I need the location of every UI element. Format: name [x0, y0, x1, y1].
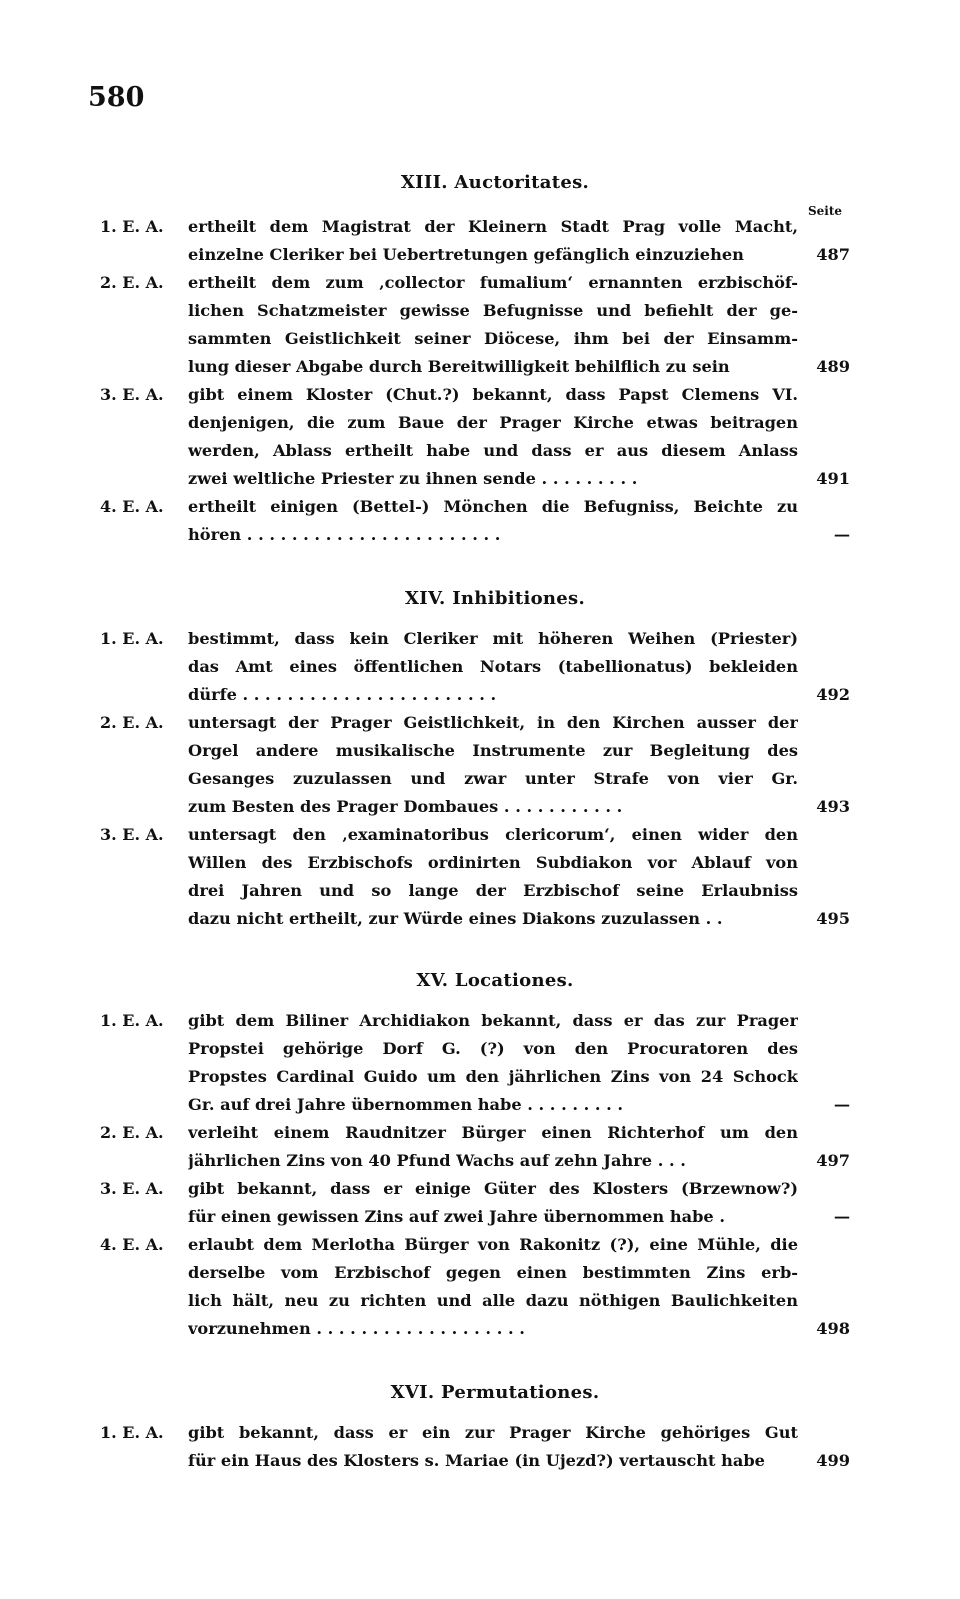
entry-line-text: zum Besten des Prager Dombaues . . . . . . . . . . . [188, 797, 623, 816]
page-reference: — [833, 525, 850, 544]
entry-line [188, 765, 850, 793]
entry-text [188, 1007, 850, 1119]
entry-line [188, 1007, 850, 1035]
entry-number: 4. E. A. [100, 497, 164, 516]
page-reference [798, 1287, 850, 1315]
section-title: XIV. Inhibitiones. [404, 588, 586, 609]
entry-line [188, 1259, 850, 1287]
page-reference [798, 1007, 850, 1035]
entry-line [188, 297, 850, 325]
entry-line-text: das Amt eines öffentlichen Notars (tabellionatus) bekleiden [188, 657, 798, 676]
page-reference [798, 765, 850, 793]
entry-text [188, 1119, 850, 1175]
entry-line [188, 1203, 850, 1231]
page-reference [798, 625, 850, 653]
entry-line-text: lich hält, neu zu richten und alle dazu nöthigen Baulichkeiten [188, 1291, 798, 1310]
entry-number: 3. E. A. [100, 825, 164, 844]
section-permutationes [100, 1382, 850, 1475]
page-reference: 489 [816, 357, 850, 376]
entry-line-text: gibt einem Kloster (Chut.?) bekannt, dass Papst Clemens VI. [188, 385, 798, 404]
entry-line-text: dürfe . . . . . . . . . . . . . . . . . . . . . . . [188, 685, 497, 704]
section-title: XIII. Auctoritates. [400, 172, 590, 193]
page-reference [798, 737, 850, 765]
entry-line-text: lichen Schatzmeister gewisse Befugnisse und befiehlt der ge- [188, 301, 798, 320]
entry-text [188, 381, 850, 493]
entry-line [188, 737, 850, 765]
entry-line [188, 1063, 850, 1091]
page-reference [798, 437, 850, 465]
section-auctoritates [100, 172, 850, 549]
entry-line [188, 1119, 850, 1147]
page-reference: 497 [816, 1151, 850, 1170]
entry-line [188, 493, 850, 521]
entry-line [188, 877, 850, 905]
entry-number: 1. E. A. [100, 1011, 164, 1030]
page-reference [798, 1119, 850, 1147]
entry-line [188, 1147, 850, 1175]
section-title: XV. Locationes. [416, 970, 574, 991]
page-reference [798, 653, 850, 681]
entry-line [188, 381, 850, 409]
index-entry [100, 1175, 850, 1231]
entry-line [188, 1315, 850, 1343]
index-entry [100, 1007, 850, 1119]
page-reference [798, 877, 850, 905]
entry-list [100, 625, 850, 933]
index-entry [100, 381, 850, 493]
page-reference [798, 849, 850, 877]
entry-number: 1. E. A. [100, 1423, 164, 1442]
entry-number: 1. E. A. [100, 217, 164, 236]
entry-line-text: denjenigen, die zum Baue der Prager Kirche etwas beitragen [188, 413, 798, 432]
entry-line [188, 1287, 850, 1315]
entry-list [100, 1007, 850, 1343]
entry-line-text: Willen des Erzbischofs ordinirten Subdiakon vor Ablauf von [188, 853, 798, 872]
entry-line [188, 1175, 850, 1203]
entry-number: 2. E. A. [100, 1123, 164, 1142]
page-reference: 498 [816, 1319, 850, 1338]
entry-line-text: Orgel andere musikalische Instrumente zur Begleitung des [188, 741, 798, 760]
page-reference [798, 297, 850, 325]
entry-list [100, 1419, 850, 1475]
entry-text [188, 1231, 850, 1343]
entry-line-text: ertheilt dem zum ‚collector fumalium‘ ernannten erzbischöf- [188, 273, 798, 292]
entry-line-text: bestimmt, dass kein Cleriker mit höheren Weihen (Priester) [188, 629, 798, 648]
entry-line-text: gibt dem Biliner Archidiakon bekannt, dass er das zur Prager [188, 1011, 798, 1030]
entry-line [188, 409, 850, 437]
page-reference: 491 [816, 469, 850, 488]
entry-text [188, 625, 850, 709]
entry-line-text: vorzunehmen . . . . . . . . . . . . . . . . . . . [188, 1319, 525, 1338]
index-entry [100, 493, 850, 549]
entry-line-text: jährlichen Zins von 40 Pfund Wachs auf zehn Jahre . . . [188, 1151, 686, 1170]
entry-text [188, 821, 850, 933]
entry-line-text: werden, Ablass ertheilt habe und dass er aus diesem Anlass [188, 441, 798, 460]
index-entry [100, 1119, 850, 1175]
page-reference [798, 1175, 850, 1203]
entry-line [188, 821, 850, 849]
page-reference [798, 1259, 850, 1287]
entry-line [188, 213, 850, 241]
entry-line [188, 437, 850, 465]
page-reference [798, 1419, 850, 1447]
entry-line [188, 653, 850, 681]
entry-text [188, 709, 850, 821]
entry-line [188, 1231, 850, 1259]
entry-number: 3. E. A. [100, 1179, 164, 1198]
page-reference [798, 1035, 850, 1063]
page-reference: 487 [816, 245, 850, 264]
entry-text [188, 1419, 850, 1475]
entry-line-text: verleiht einem Raudnitzer Bürger einen Richterhof um den [188, 1123, 798, 1142]
entry-line-text: für ein Haus des Klosters s. Mariae (in Ujezd?) vertauscht habe [188, 1451, 765, 1470]
entry-line [188, 1091, 850, 1119]
entry-number: 4. E. A. [100, 1235, 164, 1254]
page-reference: 499 [816, 1451, 850, 1470]
entry-line-text: Gesanges zuzulassen und zwar unter Strafe von vier Gr. [188, 769, 798, 788]
entry-number: 3. E. A. [100, 385, 164, 404]
section-inhibitiones [100, 588, 850, 933]
page-reference [798, 325, 850, 353]
page-reference: — [833, 1095, 850, 1114]
entry-number: 2. E. A. [100, 273, 164, 292]
entry-line [188, 1447, 850, 1475]
entry-line-text: einzelne Cleriker bei Uebertretungen gefänglich einzuziehen [188, 245, 744, 264]
entry-text [188, 213, 850, 269]
entry-line-text: ertheilt einigen (Bettel-) Mönchen die Befugniss, Beichte zu [188, 497, 798, 516]
entry-line [188, 353, 850, 381]
entry-list [100, 213, 850, 549]
entry-number: 1. E. A. [100, 629, 164, 648]
entry-line-text: für einen gewissen Zins auf zwei Jahre übernommen habe . [188, 1207, 725, 1226]
page-number: 580 [88, 82, 145, 113]
index-entry [100, 821, 850, 933]
entry-text [188, 1175, 850, 1231]
entry-line-text: untersagt den ‚examinatoribus clericorum‘, einen wider den [188, 825, 798, 844]
entry-line-text: erlaubt dem Merlotha Bürger von Rakonitz (?), eine Mühle, die [188, 1235, 798, 1254]
entry-text [188, 493, 850, 549]
entry-line-text: ertheilt dem Magistrat der Kleinern Stadt Prag volle Macht, [188, 217, 798, 236]
index-entry [100, 1231, 850, 1343]
entry-line-text: zwei weltliche Priester zu ihnen sende . . . . . . . . . [188, 469, 638, 488]
index-entry [100, 1419, 850, 1475]
entry-line [188, 681, 850, 709]
index-entry [100, 269, 850, 381]
page-reference [798, 409, 850, 437]
section-locationes [100, 970, 850, 1343]
entry-line [188, 625, 850, 653]
page-reference [798, 821, 850, 849]
page-reference [798, 1063, 850, 1091]
entry-line [188, 709, 850, 737]
entry-number: 2. E. A. [100, 713, 164, 732]
entry-line-text: Propstei gehörige Dorf G. (?) von den Procuratoren des [188, 1039, 798, 1058]
page-reference [798, 493, 850, 521]
entry-line [188, 521, 850, 549]
entry-text [188, 269, 850, 381]
entry-line-text: gibt bekannt, dass er ein zur Prager Kirche gehöriges Gut [188, 1423, 798, 1442]
page-reference [798, 709, 850, 737]
entry-line [188, 465, 850, 493]
page-reference [798, 381, 850, 409]
entry-line [188, 1035, 850, 1063]
page-reference [798, 269, 850, 297]
entry-line [188, 241, 850, 269]
entry-line [188, 269, 850, 297]
page-reference: 492 [816, 685, 850, 704]
page-reference: 495 [816, 909, 850, 928]
entry-line [188, 849, 850, 877]
entry-line-text: Propstes Cardinal Guido um den jährlichen Zins von 24 Schock [188, 1067, 798, 1086]
index-entry [100, 213, 850, 269]
entry-line [188, 1419, 850, 1447]
entry-line-text: drei Jahren und so lange der Erzbischof seine Erlaubniss [188, 881, 798, 900]
entry-line-text: dazu nicht ertheilt, zur Würde eines Diakons zuzulassen . . [188, 909, 723, 928]
entry-line-text: lung dieser Abgabe durch Bereitwilligkeit behilflich zu sein [188, 357, 730, 376]
entry-line [188, 905, 850, 933]
page-reference [798, 1231, 850, 1259]
entry-line-text: untersagt der Prager Geistlichkeit, in den Kirchen ausser der [188, 713, 798, 732]
page-reference: 493 [816, 797, 850, 816]
entry-line [188, 325, 850, 353]
entry-line-text: hören . . . . . . . . . . . . . . . . . . . . . . . [188, 525, 501, 544]
page-reference: — [833, 1207, 850, 1226]
index-entry [100, 709, 850, 821]
entry-line-text: derselbe vom Erzbischof gegen einen bestimmten Zins erb- [188, 1263, 798, 1282]
seite-label: Seite [807, 204, 842, 218]
entry-line [188, 793, 850, 821]
section-title: XVI. Permutationes. [390, 1382, 600, 1403]
entry-line-text: gibt bekannt, dass er einige Güter des Klosters (Brzewnow?) [188, 1179, 798, 1198]
entry-line-text: sammten Geistlichkeit seiner Diöcese, ihm bei der Einsamm- [188, 329, 798, 348]
index-entry [100, 625, 850, 709]
entry-line-text: Gr. auf drei Jahre übernommen habe . . . . . . . . . [188, 1095, 624, 1114]
